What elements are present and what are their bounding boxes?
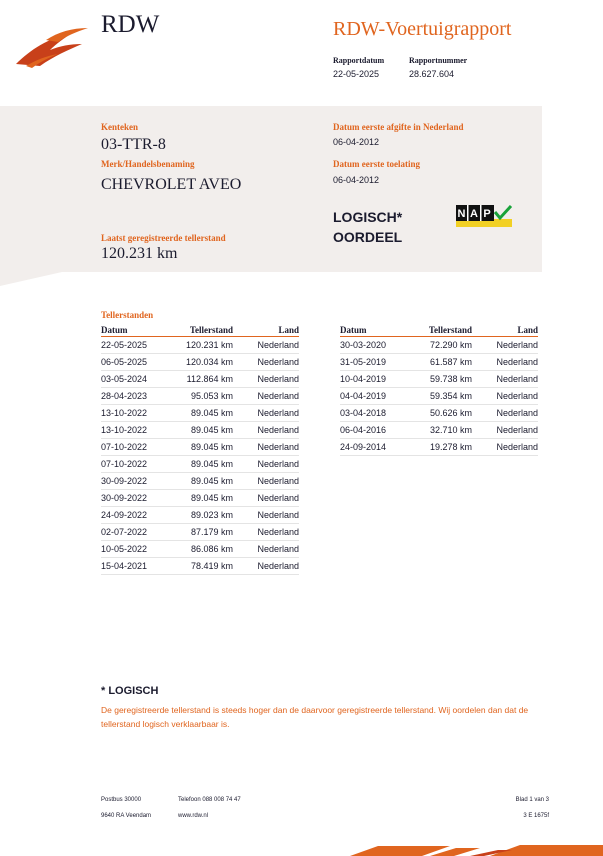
cell-land: Nederland: [233, 439, 299, 456]
cell-km: 61.587 km: [412, 354, 472, 371]
cell-km: 59.354 km: [412, 388, 472, 405]
cell-km: 19.278 km: [412, 439, 472, 456]
footer-phone: Telefoon 088 008 74 47: [178, 797, 241, 803]
cell-land: Nederland: [233, 405, 299, 422]
first-nl-label: Datum eerste afgifte in Nederland: [333, 122, 464, 132]
cell-km: 50.626 km: [412, 405, 472, 422]
verdict-line-2: OORDEEL: [333, 229, 403, 245]
report-date: 22-05-2025: [333, 69, 380, 79]
table-row: [340, 439, 538, 456]
cell-land: Nederland: [233, 354, 299, 371]
cell-land: Nederland: [233, 422, 299, 439]
col-header-km: Tellerstand: [173, 324, 233, 337]
plate-value: 03-TTR-8: [101, 136, 166, 153]
cell-km: 89.045 km: [173, 405, 233, 422]
readings-title: Tellerstanden: [101, 310, 154, 320]
table-row: [340, 337, 538, 354]
cell-km: 78.419 km: [173, 558, 233, 575]
cell-km: 32.710 km: [412, 422, 472, 439]
cell-km: 87.179 km: [173, 524, 233, 541]
cell-date: 30-09-2022: [101, 473, 173, 490]
col-header-date: Datum: [340, 324, 412, 337]
cell-date: 02-07-2022: [101, 524, 173, 541]
table-row: [101, 524, 299, 541]
cell-km: 120.034 km: [173, 354, 233, 371]
footer-address-1: Postbus 30000: [101, 797, 142, 803]
cell-km: 89.045 km: [173, 473, 233, 490]
cell-date: 03-05-2024: [101, 371, 173, 388]
plate-label: Kenteken: [101, 122, 138, 132]
verdict-line-1: LOGISCH*: [333, 209, 403, 225]
footer-address-2: 9640 RA Veendam: [101, 813, 152, 819]
cell-land: Nederland: [233, 541, 299, 558]
cell-date: 06-05-2025: [101, 354, 173, 371]
first-admission-value: 06-04-2012: [333, 175, 380, 185]
footer-stripes-icon: [330, 842, 603, 856]
cell-land: Nederland: [233, 456, 299, 473]
footnote-title: * LOGISCH: [101, 685, 159, 697]
svg-text:P: P: [483, 208, 491, 220]
cell-land: Nederland: [233, 337, 299, 354]
cell-date: 22-05-2025: [101, 337, 173, 354]
report-title: RDW-Voertuigrapport: [333, 18, 512, 40]
col-header-km: Tellerstand: [412, 324, 472, 337]
table-row: [340, 371, 538, 388]
cell-date: 31-05-2019: [340, 354, 412, 371]
cell-km: 95.053 km: [173, 388, 233, 405]
cell-date: 28-04-2023: [101, 388, 173, 405]
cell-land: Nederland: [233, 507, 299, 524]
footer-code: 3 E 1675f: [523, 813, 549, 819]
report-number: 28.627.604: [409, 69, 455, 79]
cell-land: Nederland: [233, 558, 299, 575]
odometer-value: 120.231 km: [101, 245, 178, 262]
cell-km: 89.023 km: [173, 507, 233, 524]
cell-date: 07-10-2022: [101, 456, 173, 473]
panel-corner: [0, 272, 62, 286]
footnote-text: De geregistreerde tellerstand is steeds hoger dan de daarvoor geregistreerde tellerstand. Wij oordelen dan dat de tellerstand logisch verklaarbaar is.: [101, 705, 529, 729]
table-row: [101, 558, 299, 575]
cell-land: Nederland: [233, 490, 299, 507]
col-header-land: Land: [472, 324, 538, 337]
footer-web[interactable]: www.rdw.nl: [178, 813, 209, 819]
cell-date: 13-10-2022: [101, 422, 173, 439]
nap-logo-icon: [456, 205, 512, 227]
cell-date: 10-05-2022: [101, 541, 173, 558]
table-row: [101, 507, 299, 524]
cell-date: 04-04-2019: [340, 388, 412, 405]
table-row: [340, 405, 538, 422]
cell-land: Nederland: [233, 473, 299, 490]
table-row: [101, 456, 299, 473]
cell-land: Nederland: [233, 371, 299, 388]
cell-km: 120.231 km: [173, 337, 233, 354]
cell-land: Nederland: [472, 422, 538, 439]
cell-land: Nederland: [233, 388, 299, 405]
readings-table-left: [101, 324, 299, 575]
cell-km: 89.045 km: [173, 439, 233, 456]
cell-land: Nederland: [472, 405, 538, 422]
table-row: [101, 490, 299, 507]
cell-land: Nederland: [472, 337, 538, 354]
rdw-logo-icon: [16, 26, 90, 70]
cell-date: 15-04-2021: [101, 558, 173, 575]
table-row: [101, 405, 299, 422]
cell-land: Nederland: [472, 371, 538, 388]
first-nl-value: 06-04-2012: [333, 137, 380, 147]
table-row: [101, 422, 299, 439]
table-row: [101, 354, 299, 371]
make-label: Merk/Handelsbenaming: [101, 159, 195, 169]
cell-date: 10-04-2019: [340, 371, 412, 388]
cell-km: 89.045 km: [173, 422, 233, 439]
table-row: [101, 473, 299, 490]
cell-km: 112.864 km: [173, 371, 233, 388]
brand-name: RDW: [101, 11, 160, 38]
readings-table-right: [340, 324, 538, 456]
svg-text:A: A: [470, 208, 478, 220]
cell-km: 89.045 km: [173, 456, 233, 473]
cell-date: 06-04-2016: [340, 422, 412, 439]
table-row: [101, 541, 299, 558]
cell-km: 59.738 km: [412, 371, 472, 388]
table-row: [340, 354, 538, 371]
cell-date: 03-04-2018: [340, 405, 412, 422]
table-row: [340, 422, 538, 439]
cell-date: 30-03-2020: [340, 337, 412, 354]
cell-date: 30-09-2022: [101, 490, 173, 507]
report-number-label: Rapportnummer: [409, 56, 468, 65]
table-row: [101, 337, 299, 354]
cell-date: 24-09-2022: [101, 507, 173, 524]
table-row: [101, 388, 299, 405]
footer-page: Blad 1 van 3: [515, 797, 549, 803]
first-admission-label: Datum eerste toelating: [333, 159, 420, 169]
report-date-label: Rapportdatum: [333, 56, 385, 65]
cell-date: 13-10-2022: [101, 405, 173, 422]
cell-land: Nederland: [472, 439, 538, 456]
cell-km: 86.086 km: [173, 541, 233, 558]
col-header-date: Datum: [101, 324, 173, 337]
cell-date: 24-09-2014: [340, 439, 412, 456]
cell-date: 07-10-2022: [101, 439, 173, 456]
col-header-land: Land: [233, 324, 299, 337]
table-row: [340, 388, 538, 405]
cell-km: 72.290 km: [412, 337, 472, 354]
cell-land: Nederland: [233, 524, 299, 541]
table-row: [101, 439, 299, 456]
make-value: CHEVROLET AVEO: [101, 176, 242, 193]
odometer-label: Laatst geregistreerde tellerstand: [101, 233, 226, 243]
cell-land: Nederland: [472, 388, 538, 405]
svg-text:N: N: [457, 208, 466, 220]
cell-land: Nederland: [472, 354, 538, 371]
table-row: [101, 371, 299, 388]
cell-km: 89.045 km: [173, 490, 233, 507]
